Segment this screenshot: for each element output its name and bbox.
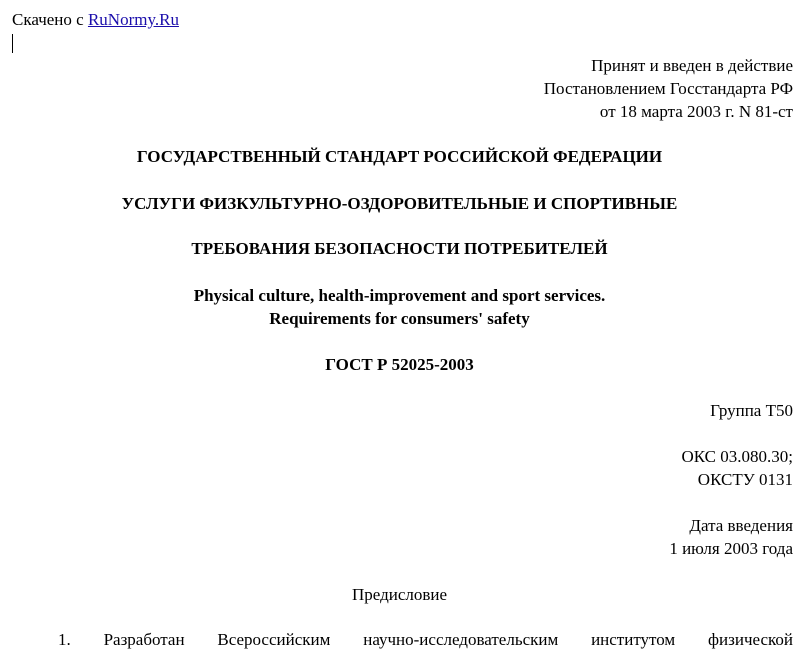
preface-word: 1. [58,630,71,649]
text-cursor [12,34,13,53]
oks-code: ОКС 03.080.30; [681,447,793,466]
preface-word: физической [708,630,793,649]
download-source-line [12,10,179,30]
preface-item-1 [58,630,793,650]
services-title: УСЛУГИ ФИЗКУЛЬТУРНО-ОЗДОРОВИТЕЛЬНЫЕ И СПОРТИВНЫЕ [121,194,678,213]
gost-number: ГОСТ Р 52025-2003 [325,355,474,374]
preface-word: научно-исследовательским [363,630,559,649]
preface-word: Всероссийским [217,630,331,649]
english-title-line-2: Requirements for consumers' safety [269,309,530,328]
approval-line-2: Постановлением Госстандарта РФ [543,79,793,98]
approval-line-3: от 18 марта 2003 г. N 81-ст [599,102,793,121]
preface-heading: Предисловие [351,585,448,604]
english-title-line-1: Physical culture, health-improvement and sport services. [193,286,606,305]
standard-title: ГОСУДАРСТВЕННЫЙ СТАНДАРТ РОССИЙСКОЙ ФЕДЕРАЦИИ [136,147,663,166]
preface-word: Разработан [103,630,185,649]
introduction-date: 1 июля 2003 года [669,539,793,558]
approval-line-1: Принят и введен в действие [591,56,793,75]
introduction-date-label: Дата введения [689,516,793,535]
runormy-link[interactable]: RuNormy.Ru [87,10,179,29]
group-code: Группа Т50 [710,401,793,420]
requirements-title: ТРЕБОВАНИЯ БЕЗОПАСНОСТИ ПОТРЕБИТЕЛЕЙ [191,239,608,258]
okstu-code: ОКСТУ 0131 [697,470,793,489]
preface-word: институтом [591,630,676,649]
download-prefix: Скачено с [12,10,84,29]
